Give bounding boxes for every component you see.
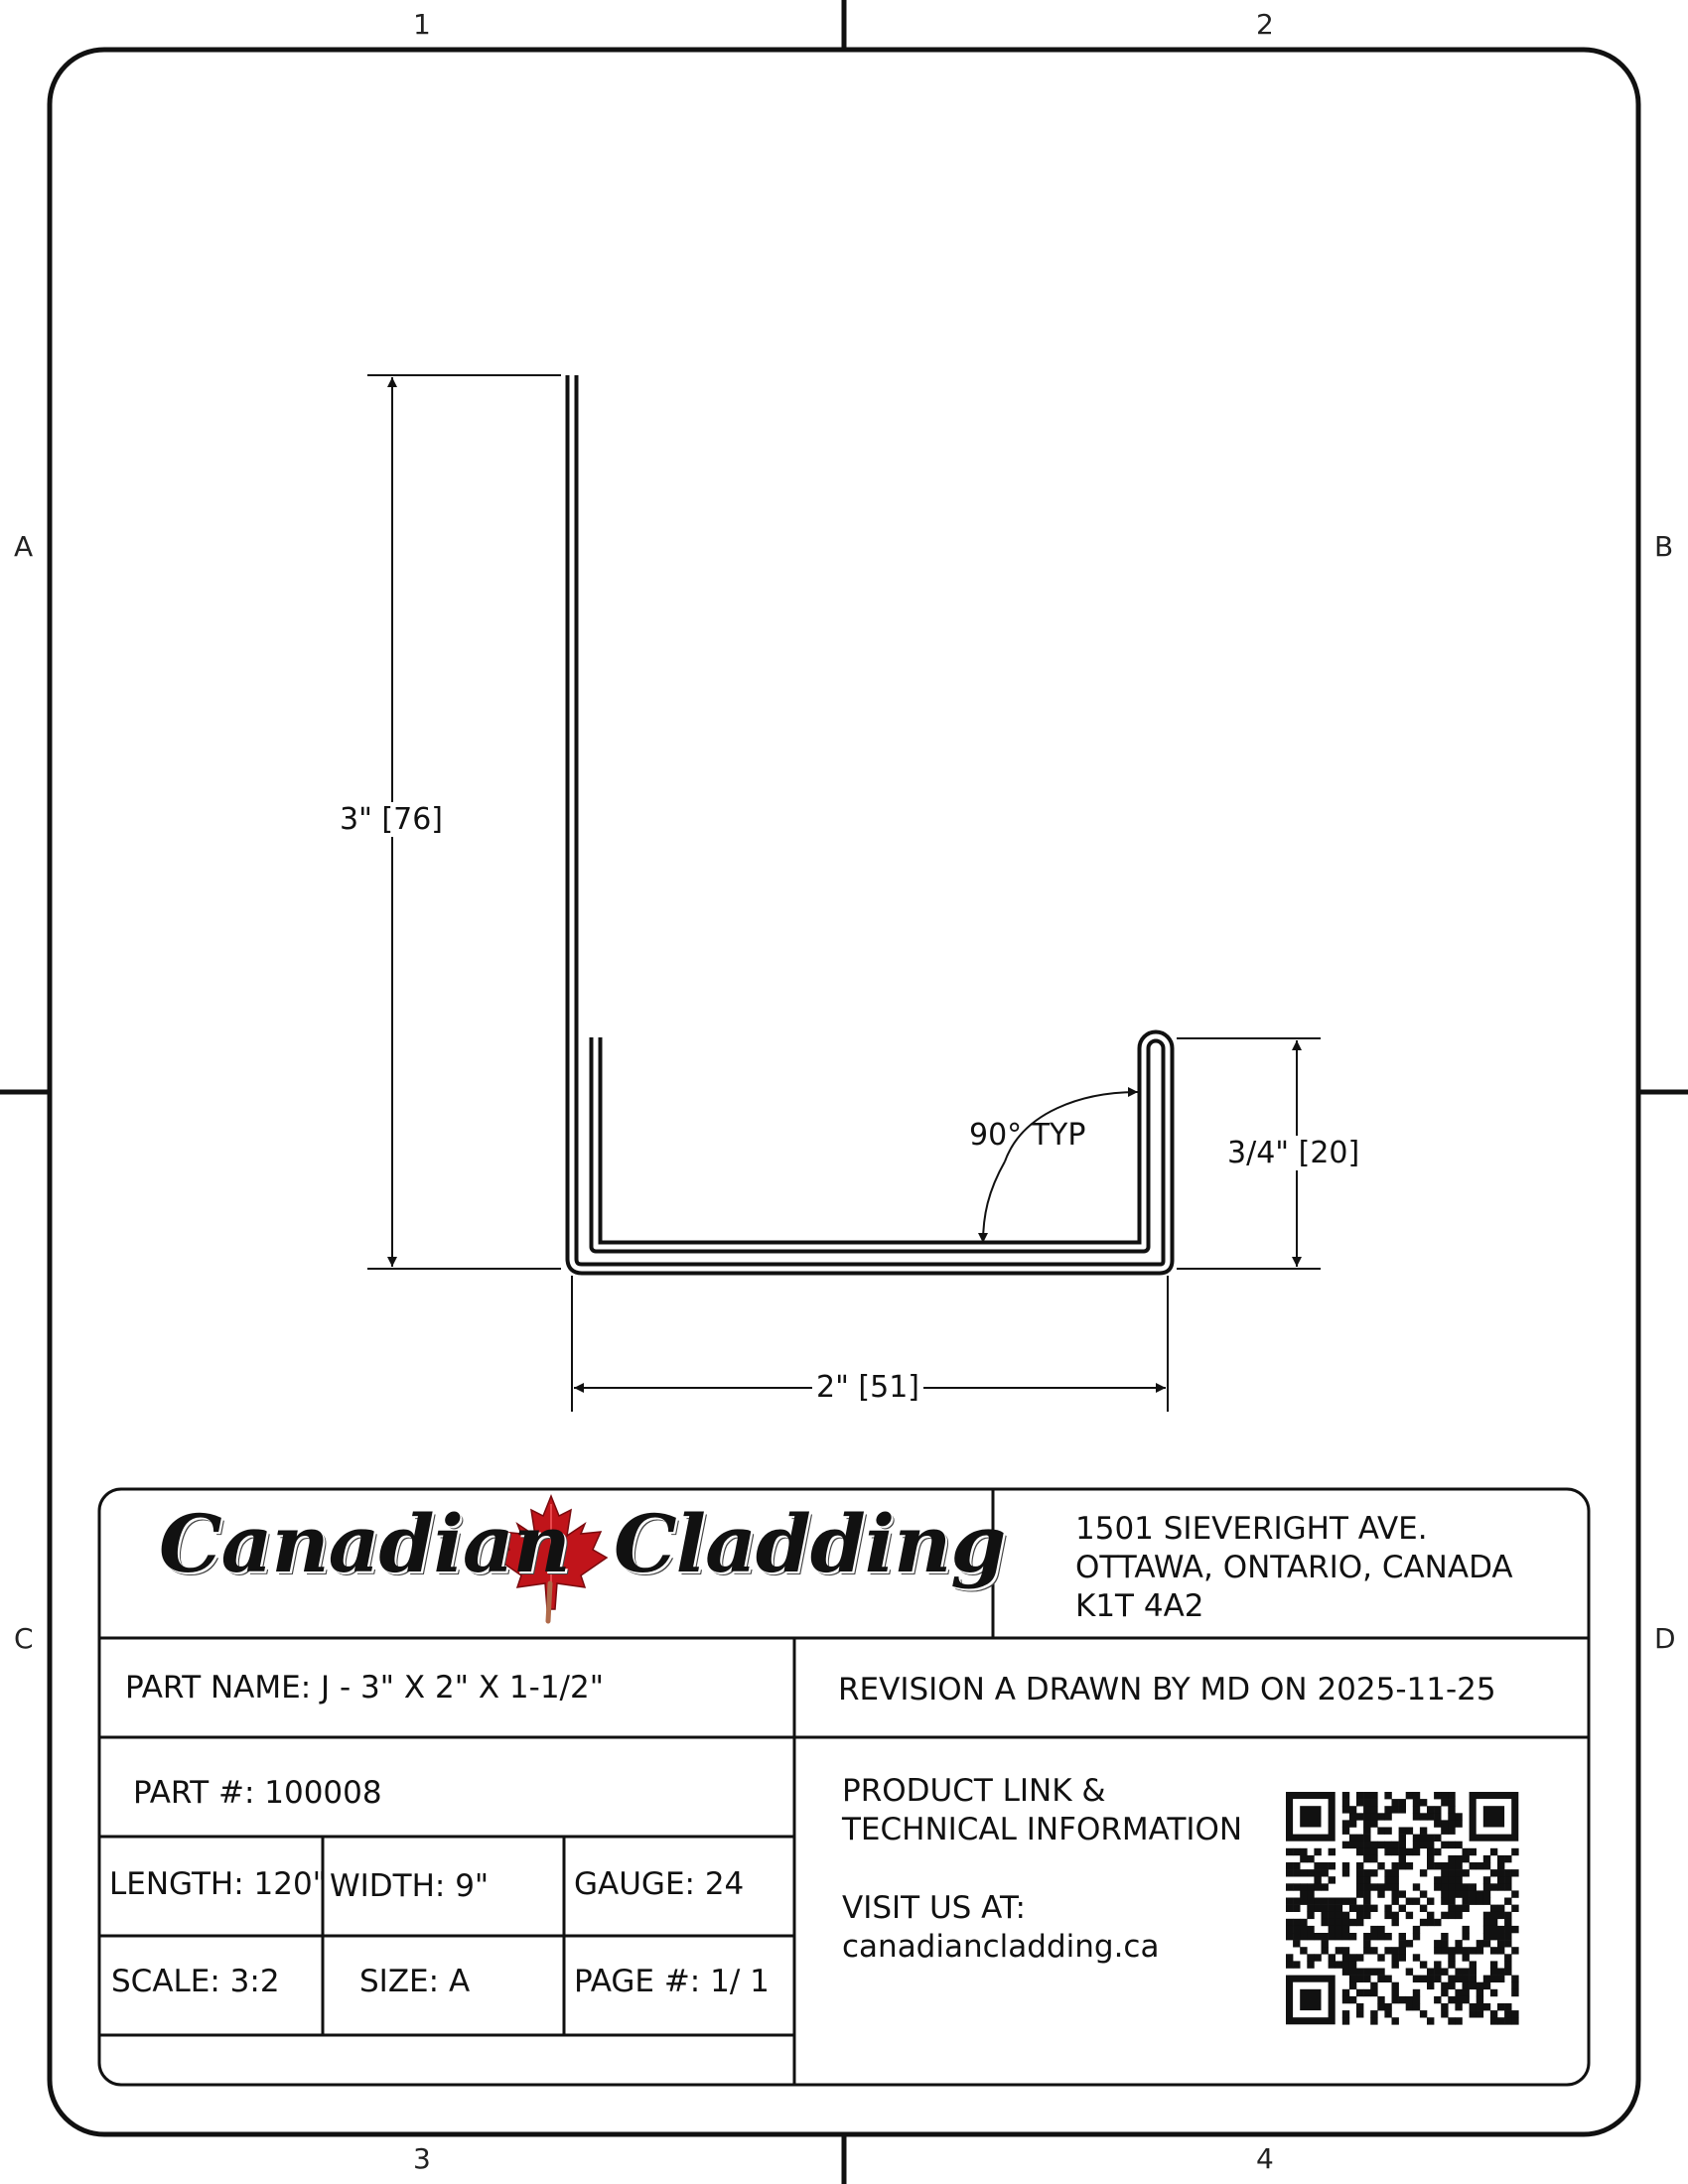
width-dimension-label: 2" [51] <box>812 1370 923 1405</box>
zone-label-right-d: D <box>1654 1622 1676 1655</box>
part-name: PART NAME: J - 3" X 2" X 1-1/2" <box>125 1670 604 1706</box>
logo-text-canadian: Canadian <box>159 1497 570 1590</box>
zone-label-top-2: 2 <box>1256 8 1274 41</box>
angle-note: 90° TYP <box>969 1118 1086 1153</box>
revision-note: REVISION A DRAWN BY MD ON 2025-11-25 <box>838 1672 1496 1707</box>
length-value: LENGTH: 120" <box>109 1866 327 1902</box>
product-link-line-1: PRODUCT LINK & <box>842 1773 1106 1809</box>
angle-leader-lower <box>983 1161 1005 1243</box>
product-link-line-2: TECHNICAL INFORMATION <box>842 1812 1243 1847</box>
zone-label-left-a: A <box>14 530 34 563</box>
width-value: WIDTH: 9" <box>330 1868 490 1904</box>
website-link[interactable]: canadiancladding.ca <box>842 1929 1160 1965</box>
visit-label: VISIT US AT: <box>842 1890 1026 1926</box>
zone-label-left-c: C <box>14 1622 34 1655</box>
height-dimension-label: 3" [76] <box>336 802 447 837</box>
page-number: PAGE #: 1/ 1 <box>574 1964 770 1999</box>
qr-code-icon <box>1286 1792 1519 2025</box>
zone-label-top-1: 1 <box>413 8 431 41</box>
lip-dimension-label: 3/4" [20] <box>1223 1136 1363 1170</box>
zone-label-right-b: B <box>1654 530 1674 563</box>
address-line-3: K1T 4A2 <box>1075 1588 1204 1624</box>
size-value: SIZE: A <box>359 1964 471 1999</box>
address-line-2: OTTAWA, ONTARIO, CANADA <box>1075 1550 1513 1585</box>
scale-value: SCALE: 3:2 <box>111 1964 280 1999</box>
address-line-1: 1501 SIEVERIGHT AVE. <box>1075 1511 1428 1547</box>
zone-label-bottom-4: 4 <box>1256 2142 1274 2175</box>
logo-text-cladding: Cladding <box>614 1497 1006 1590</box>
zone-label-bottom-3: 3 <box>413 2142 431 2175</box>
part-number: PART #: 100008 <box>133 1775 382 1811</box>
gauge-value: GAUGE: 24 <box>574 1866 745 1902</box>
